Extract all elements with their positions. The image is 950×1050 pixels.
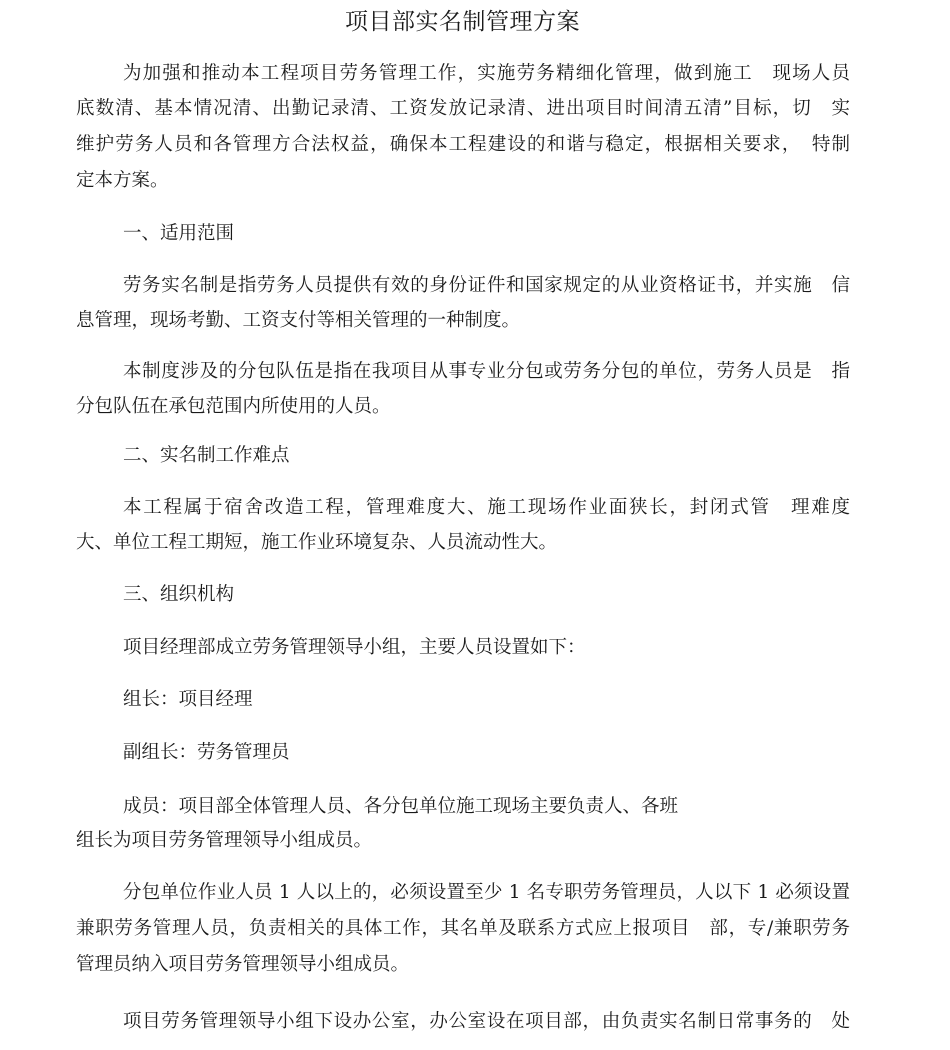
paragraph-8-line-2: 组长为项目劳务管理领导小组成员。 <box>76 830 373 851</box>
paragraph-9-line-3: 管理员纳入项目劳务管理领导小组成员。 <box>76 954 410 975</box>
paragraph-3-line-1: 本制度涉及的分包队伍是指在我项目从事专业分包或劳务分包的单位，劳务人员是 指 <box>123 361 850 382</box>
paragraph-1-line-2: 底数清、基本情况清、出勤记录清、工资发放记录清、进出项目时间清五清”目标，切 实 <box>76 98 850 119</box>
paragraph-7-deputy-leader: 副组长：劳务管理员 <box>123 742 290 763</box>
section-heading-organization: 三、组织机构 <box>123 584 235 605</box>
paragraph-9-line-1: 分包单位作业人员 1 人以上的，必须设置至少 1 名专职劳务管理员，人以下 1 必须设置 <box>123 882 850 903</box>
paragraph-8-line-1: 成员：项目部全体管理人员、各分包单位施工现场主要负责人、各班 <box>123 796 679 817</box>
document-title: 项目部实名制管理方案 <box>345 9 580 35</box>
paragraph-4-line-2: 大、单位工程工期短，施工作业环境复杂、人员流动性大。 <box>76 532 558 553</box>
paragraph-5: 项目经理部成立劳务管理领导小组，主要人员设置如下： <box>123 637 586 658</box>
paragraph-6-leader: 组长：项目经理 <box>123 689 253 710</box>
paragraph-3-line-2: 分包队伍在承包范围内所使用的人员。 <box>76 396 391 417</box>
paragraph-10-line-1: 项目劳务管理领导小组下设办公室，办公室设在项目部，由负责实名制日常事务的 处 <box>123 1011 850 1032</box>
paragraph-2-line-2: 息管理，现场考勤、工资支付等相关管理的一种制度。 <box>76 310 521 331</box>
paragraph-2-line-1: 劳务实名制是指劳务人员提供有效的身份证件和国家规定的从业资格证书，并实施 信 <box>123 275 850 296</box>
paragraph-1-line-1: 为加强和推动本工程项目劳务管理工作，实施劳务精细化管理，做到施工 现场人员 <box>123 63 850 84</box>
paragraph-4-line-1: 本工程属于宿舍改造工程，管理难度大、施工现场作业面狭长，封闭式管 理难度 <box>123 497 850 518</box>
paragraph-1-line-4: 定本方案。 <box>76 170 169 191</box>
paragraph-9-line-2: 兼职劳务管理人员，负责相关的具体工作，其名单及联系方式应上报项目 部，专/兼职劳务 <box>76 918 850 939</box>
section-heading-difficulties: 二、实名制工作难点 <box>123 445 290 466</box>
section-heading-scope: 一、适用范围 <box>123 223 235 244</box>
paragraph-1-line-3: 维护劳务人员和各管理方合法权益，确保本工程建设的和谐与稳定，根据相关要求， 特制 <box>76 134 850 155</box>
